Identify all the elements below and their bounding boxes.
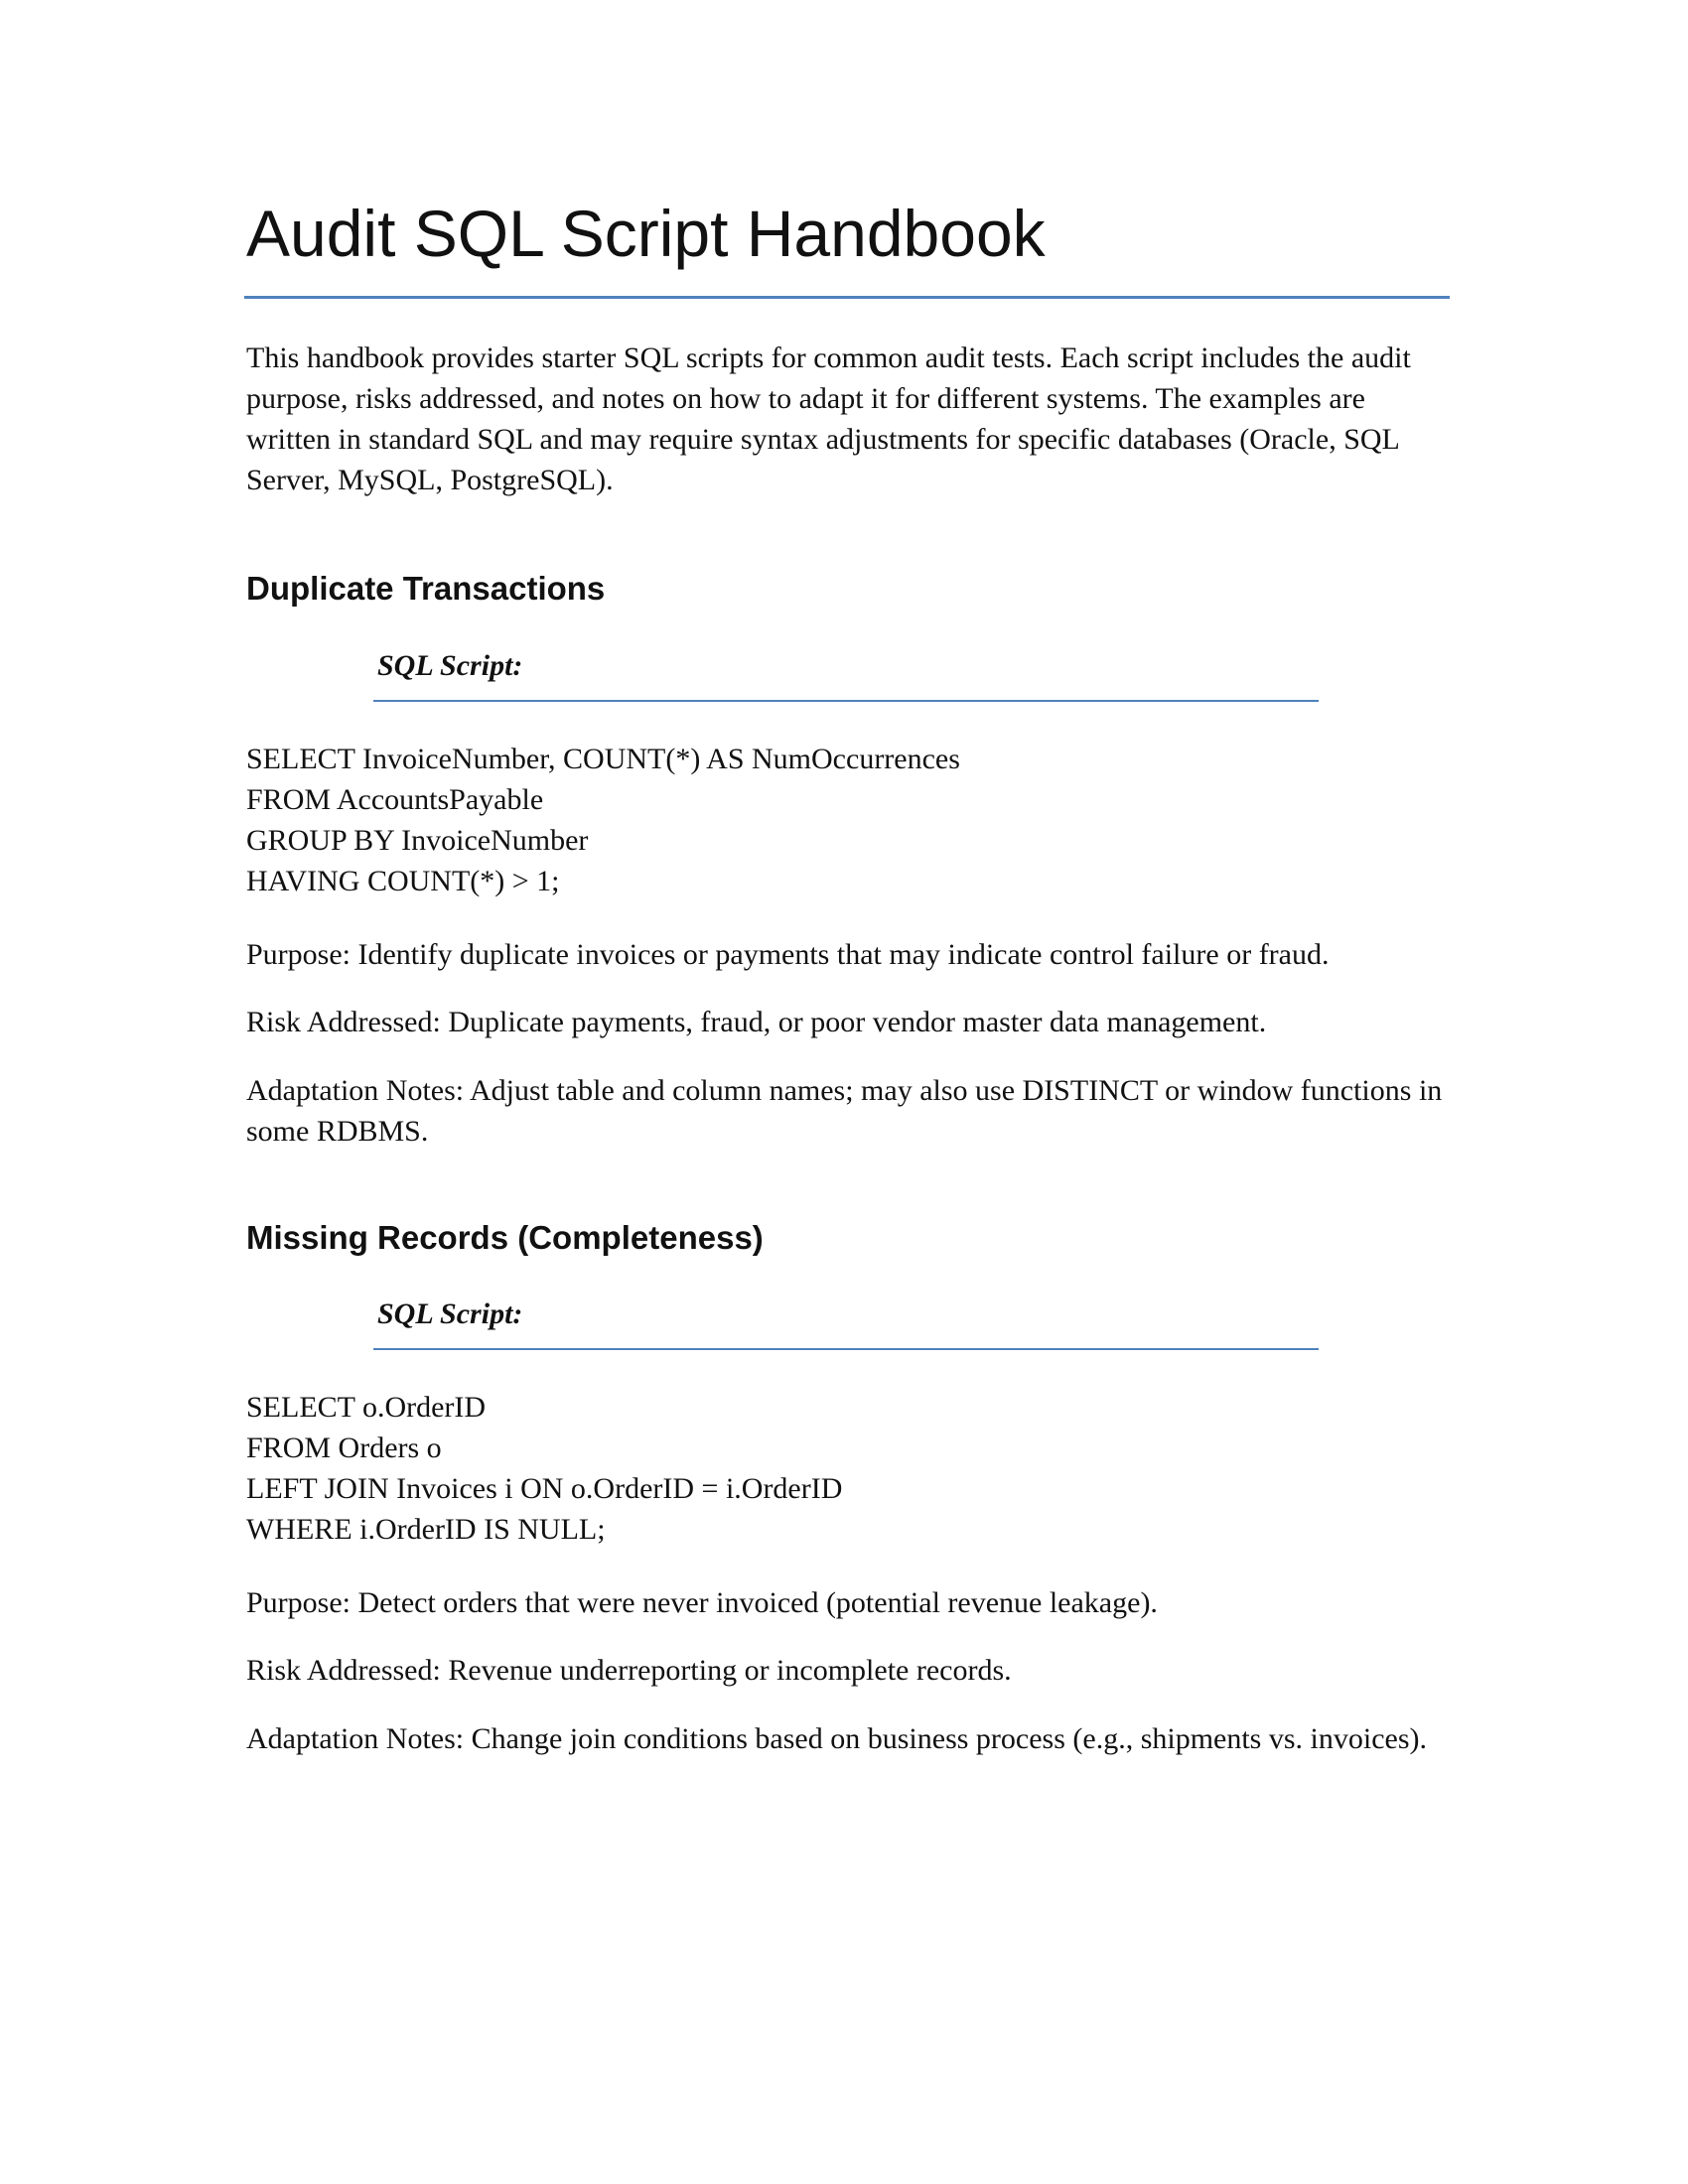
sql-script-label: SQL Script: bbox=[377, 1297, 523, 1330]
purpose-paragraph: Purpose: Identify duplicate invoices or payments that may indicate control failure or fraud. bbox=[246, 938, 1330, 971]
section-heading-missing-records: Missing Records (Completeness) bbox=[246, 1219, 764, 1256]
sql-code-line: FROM Orders o bbox=[246, 1432, 442, 1464]
adaptation-paragraph: Adaptation Notes: Change join conditions based on business process (e.g., shipments vs. invoices). bbox=[246, 1722, 1427, 1755]
sql-code-line: LEFT JOIN Invoices i ON o.OrderID = i.OrderID bbox=[246, 1472, 843, 1505]
sql-code-line: SELECT o.OrderID bbox=[246, 1391, 487, 1424]
adaptation-paragraph: Adaptation Notes: Adjust table and column names; may also use DISTINCT or window functions in some RDBMS. bbox=[246, 1074, 1443, 1148]
sql-code-line: HAVING COUNT(*) > 1; bbox=[246, 865, 560, 897]
script-label-underline bbox=[373, 1348, 1319, 1350]
sql-code-line: SELECT InvoiceNumber, COUNT(*) AS NumOccurrences bbox=[246, 743, 960, 775]
sql-code-line: GROUP BY InvoiceNumber bbox=[246, 824, 589, 857]
sql-code-line: WHERE i.OrderID IS NULL; bbox=[246, 1513, 606, 1546]
purpose-paragraph: Purpose: Detect orders that were never invoiced (potential revenue leakage). bbox=[246, 1586, 1158, 1619]
sql-code-line: FROM AccountsPayable bbox=[246, 783, 544, 816]
risk-paragraph: Risk Addressed: Duplicate payments, fraud, or poor vendor master data management. bbox=[246, 1006, 1267, 1038]
risk-paragraph: Risk Addressed: Revenue underreporting or incomplete records. bbox=[246, 1654, 1012, 1687]
sql-code-block bbox=[246, 739, 960, 901]
intro-paragraph: This handbook provides starter SQL scripts for common audit tests. Each script includes the audit purpose, risks addressed, and notes on how to adapt it for different systems. The examples are written in standard SQL and may require syntax adjustments for specific databases (Oracle, SQL Server, MySQL, PostgreSQL). bbox=[246, 341, 1411, 496]
title-underline bbox=[244, 296, 1450, 299]
script-label-underline bbox=[373, 700, 1319, 702]
section-heading-duplicate-transactions: Duplicate Transactions bbox=[246, 570, 606, 607]
document-title: Audit SQL Script Handbook bbox=[246, 197, 1046, 270]
sql-code-block bbox=[246, 1387, 842, 1550]
sql-script-label: SQL Script: bbox=[377, 649, 523, 682]
